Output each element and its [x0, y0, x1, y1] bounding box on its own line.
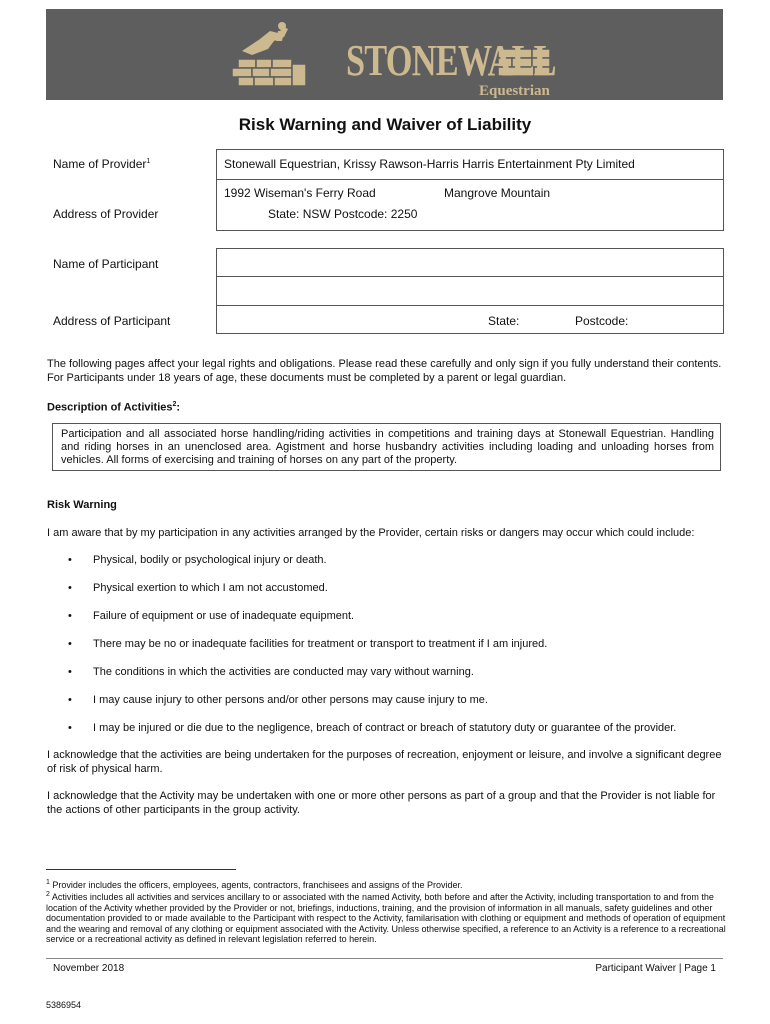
- provider-suburb: Mangrove Mountain: [444, 186, 551, 200]
- page-title: Risk Warning and Waiver of Liability: [238, 115, 532, 134]
- logo-subtitle: Equestrian: [479, 83, 550, 99]
- risk-item: Physical exertion to which I am not accustomed.: [93, 582, 328, 594]
- provider-name-label: Name of Provider$^1$: [53, 157, 151, 171]
- bullet-marker: •: [68, 666, 72, 678]
- activities-description: Participation and all associated horse handling/riding activities in competitions and training days at Stonewall Equestrian. Handling and riding horses in an unenclosed area. Agistment and horse husbandry activities including loading and unloading horses from vehicles. All forms of exercising and training of horses on any part of the property.: [52, 423, 721, 471]
- participant-box-divider-1: [216, 276, 724, 277]
- risk-item: The conditions in which the activities are conducted may vary without warning.: [93, 666, 474, 678]
- risk-item: I may cause injury to other persons and/or other persons may cause injury to me.: [93, 694, 488, 706]
- bullet-marker: •: [68, 722, 72, 734]
- acknowledgement-2: I acknowledge that the Activity may be undertaken with one or more other persons as part of a group and that the Provider is not liable for the actions of other participants in the group activity.: [47, 790, 716, 816]
- risk-item: Failure of equipment or use of inadequate equipment.: [93, 610, 355, 622]
- provider-box-divider: [216, 179, 724, 180]
- risk-item: I may be injured or die due to the negligence, breach of contract or breach of statutory duty or guarantee of the provider.: [93, 722, 677, 734]
- document-id: 5386954: [46, 1000, 82, 1010]
- acknowledgement-1: I acknowledge that the activities are being undertaken for the purposes of recreation, enjoyment or leisure, and involve a significant degree of risk of physical harm.: [47, 749, 722, 775]
- participant-postcode-label: Postcode:: [575, 314, 629, 328]
- footnote-2: $^2$ Activities includes all activities and services ancillary to or associated with the named Activity, both before and after the Activity, including transportation to and from the location of the Activity whether provided by the Provider or not, briefings, inductions, training, and the provision of information in all manuals, safety guidelines and other documentation provided to or made available to the Participant with respect to the Activity, familarisation with clothing or equipment and methods of operation of equipment and the wearing and removal of any clothing or equipment associated with the Activity. Unless otherwise specified, a reference to an Activity is a reference to a recreational service or a recreational activity as defined in relevant legislation referred to herein.: [46, 891, 726, 944]
- logo-wordmark: STONEWALL: [346, 36, 556, 85]
- bullet-marker: •: [68, 694, 72, 706]
- risk-heading: Risk Warning: [47, 499, 117, 511]
- risk-item: There may be no or inadequate facilities for treatment or transport to treatment if I am injured.: [93, 638, 548, 650]
- header-banner: [46, 9, 723, 100]
- provider-state-postcode: State: NSW Postcode: 2250: [268, 207, 418, 221]
- provider-name-value: Stonewall Equestrian, Krissy Rawson-Harris Harris Entertainment Pty Limited: [224, 157, 635, 171]
- footer-divider: [46, 958, 723, 959]
- footnote-divider: [46, 869, 236, 870]
- participant-state-label: State:: [488, 314, 520, 328]
- bullet-marker: •: [68, 582, 72, 594]
- participant-box-divider-2: [216, 305, 724, 306]
- participant-address-field[interactable]: [224, 283, 714, 299]
- risk-intro: I am aware that by my participation in any activities arranged by the Provider, certain risks or dangers may occur which could include:: [47, 527, 695, 539]
- footer-date: November 2018: [53, 963, 125, 974]
- footnote-1: $^1$ Provider includes the officers, employees, agents, contractors, franchisees and assigns of the Provider.: [46, 879, 463, 890]
- provider-address-label: Address of Provider: [53, 207, 159, 221]
- participant-name-label: Name of Participant: [53, 257, 159, 271]
- footer-page: Participant Waiver | Page 1: [595, 963, 716, 974]
- participant-address-label: Address of Participant: [53, 314, 171, 328]
- risk-item: Physical, bodily or psychological injury or death.: [93, 554, 327, 566]
- participant-name-field[interactable]: [224, 255, 714, 271]
- activities-heading: Description of Activities$^2$:: [47, 401, 181, 414]
- bullet-marker: •: [68, 610, 72, 622]
- provider-street: 1992 Wiseman's Ferry Road: [224, 186, 376, 200]
- bullet-marker: •: [68, 554, 72, 566]
- bullet-marker: •: [68, 638, 72, 650]
- intro-paragraph: The following pages affect your legal rights and obligations. Please read these carefully and only sign if you fully understand their contents. For Participants under 18 years of age, these documents must be completed by a parent or legal guardian.: [47, 358, 722, 384]
